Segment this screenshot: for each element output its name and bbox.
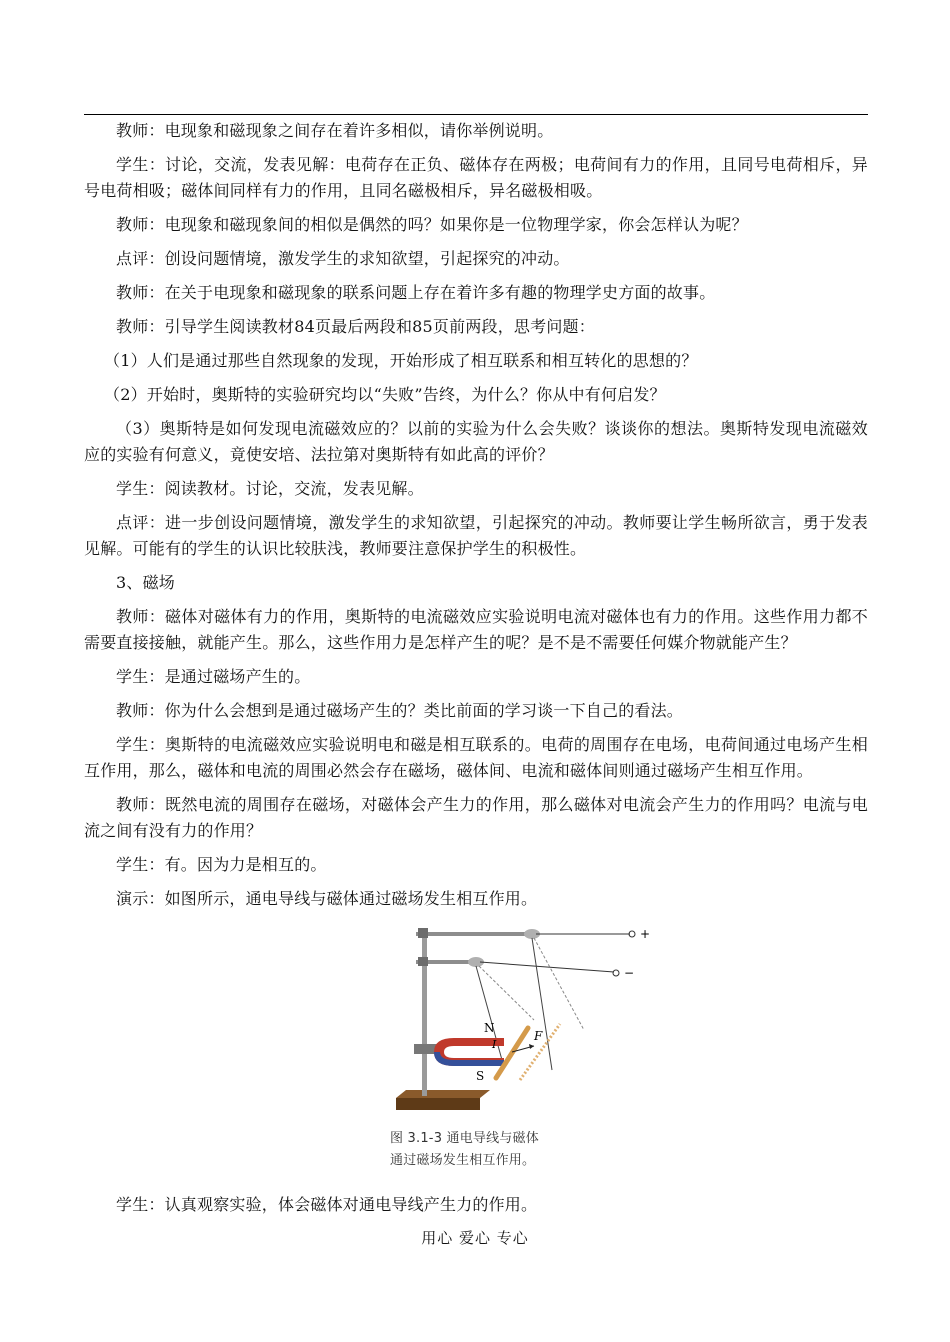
paragraph: 教师：你为什么会想到是通过磁场产生的？类比前面的学习谈一下自己的看法。 — [116, 701, 684, 720]
current-label: I — [492, 1038, 497, 1051]
minus-terminal-label: − — [624, 966, 635, 980]
header-rule — [84, 114, 868, 115]
paragraph: 教师：在关于电现象和磁现象的联系问题上存在着许多有趣的物理学史方面的故事。 — [116, 283, 716, 302]
question-2: （2）开始时，奥斯特的实验研究均以“失败”告终，为什么？你从中有何启发？ — [104, 385, 666, 404]
caption-line-2: 通过磁场发生相互作用。 — [390, 1153, 536, 1168]
paragraph: 演示：如图所示，通电导线与磁体通过磁场发生相互作用。 — [116, 889, 538, 908]
document-body — [84, 118, 868, 1226]
experiment-figure — [84, 920, 868, 1182]
question-3: （3）奥斯特是如何发现电流磁效应的？以前的实验为什么会失败？谈谈你的想法。奥斯特发现电流磁效应的实验有何意义，竟使安培、法拉第对奥斯特有如此高的评价？ — [84, 419, 868, 464]
paragraph: 学生：讨论，交流，发表见解：电荷存在正负、磁体存在两极；电荷间有力的作用，且同号电荷相斥，异号电荷相吸；磁体间同样有力的作用，且同名磁极相斥，异名磁极相吸。 — [84, 155, 868, 200]
plus-terminal-label: + — [640, 927, 651, 941]
south-pole-label: S — [476, 1069, 485, 1083]
paragraph: 学生：阅读教材。讨论，交流，发表见解。 — [116, 479, 424, 498]
paragraph: 点评：进一步创设问题情境，激发学生的求知欲望，引起探究的冲动。教师要让学生畅所欲言，勇于发表见解。可能有的学生的认识比较肤浅，教师要注意保护学生的积极性。 — [84, 513, 868, 558]
paragraph: 点评：创设问题情境，激发学生的求知欲望，引起探究的冲动。 — [116, 249, 570, 268]
apparatus-illustration — [384, 920, 664, 1125]
paragraph: 教师：磁体对磁体有力的作用，奥斯特的电流磁效应实验说明电流对磁体也有力的作用。这些作用力都不需要直接接触，就能产生。那么，这些作用力是怎样产生的呢？是不是不需要任何媒介物就能产生？ — [84, 607, 868, 652]
north-pole-label: N — [484, 1021, 495, 1035]
stand-rod — [422, 928, 427, 1096]
paragraph: 教师：电现象和磁现象之间存在着许多相似，请你举例说明。 — [116, 121, 554, 140]
question-1: （1）人们是通过那些自然现象的发现，开始形成了相互联系和相互转化的思想的？ — [104, 351, 698, 370]
paragraph: 学生：有。因为力是相互的。 — [116, 855, 327, 874]
page-footer: 用心 爱心 专心 — [421, 1229, 529, 1247]
stand-base-front — [396, 1098, 480, 1110]
stand-base-top — [396, 1090, 490, 1098]
conductor-rod — [496, 1028, 528, 1078]
paragraph: 教师：引导学生阅读教材84页最后两段和85页前两段，思考问题： — [116, 317, 595, 336]
clamp-arm-top — [416, 932, 536, 936]
paragraph: 学生：是通过磁场产生的。 — [116, 667, 311, 686]
paragraph: 学生：认真观察实验，体会磁体对通电导线产生力的作用。 — [116, 1195, 538, 1214]
paragraph: 学生：奥斯特的电流磁效应实验说明电和磁是相互联系的。电荷的周围存在电场，电荷间通过电场产生相互作用，那么，磁体和电流的周围必然会存在磁场，磁体间、电流和磁体间则通过磁场产生相互作用。 — [84, 735, 868, 780]
paragraph: 教师：电现象和磁现象间的相似是偶然的吗？如果你是一位物理学家，你会怎样认为呢？ — [116, 215, 748, 234]
force-label: F — [534, 1029, 543, 1043]
paragraph: 教师：既然电流的周围存在磁场，对磁体会产生力的作用，那么磁体对电流会产生力的作用吗？电流与电流之间有没有力的作用？ — [84, 795, 868, 840]
caption-line-1: 图 3.1-3 通电导线与磁体 — [390, 1131, 539, 1146]
section-heading: 3、磁场 — [116, 573, 175, 592]
figure-caption — [390, 1128, 539, 1172]
